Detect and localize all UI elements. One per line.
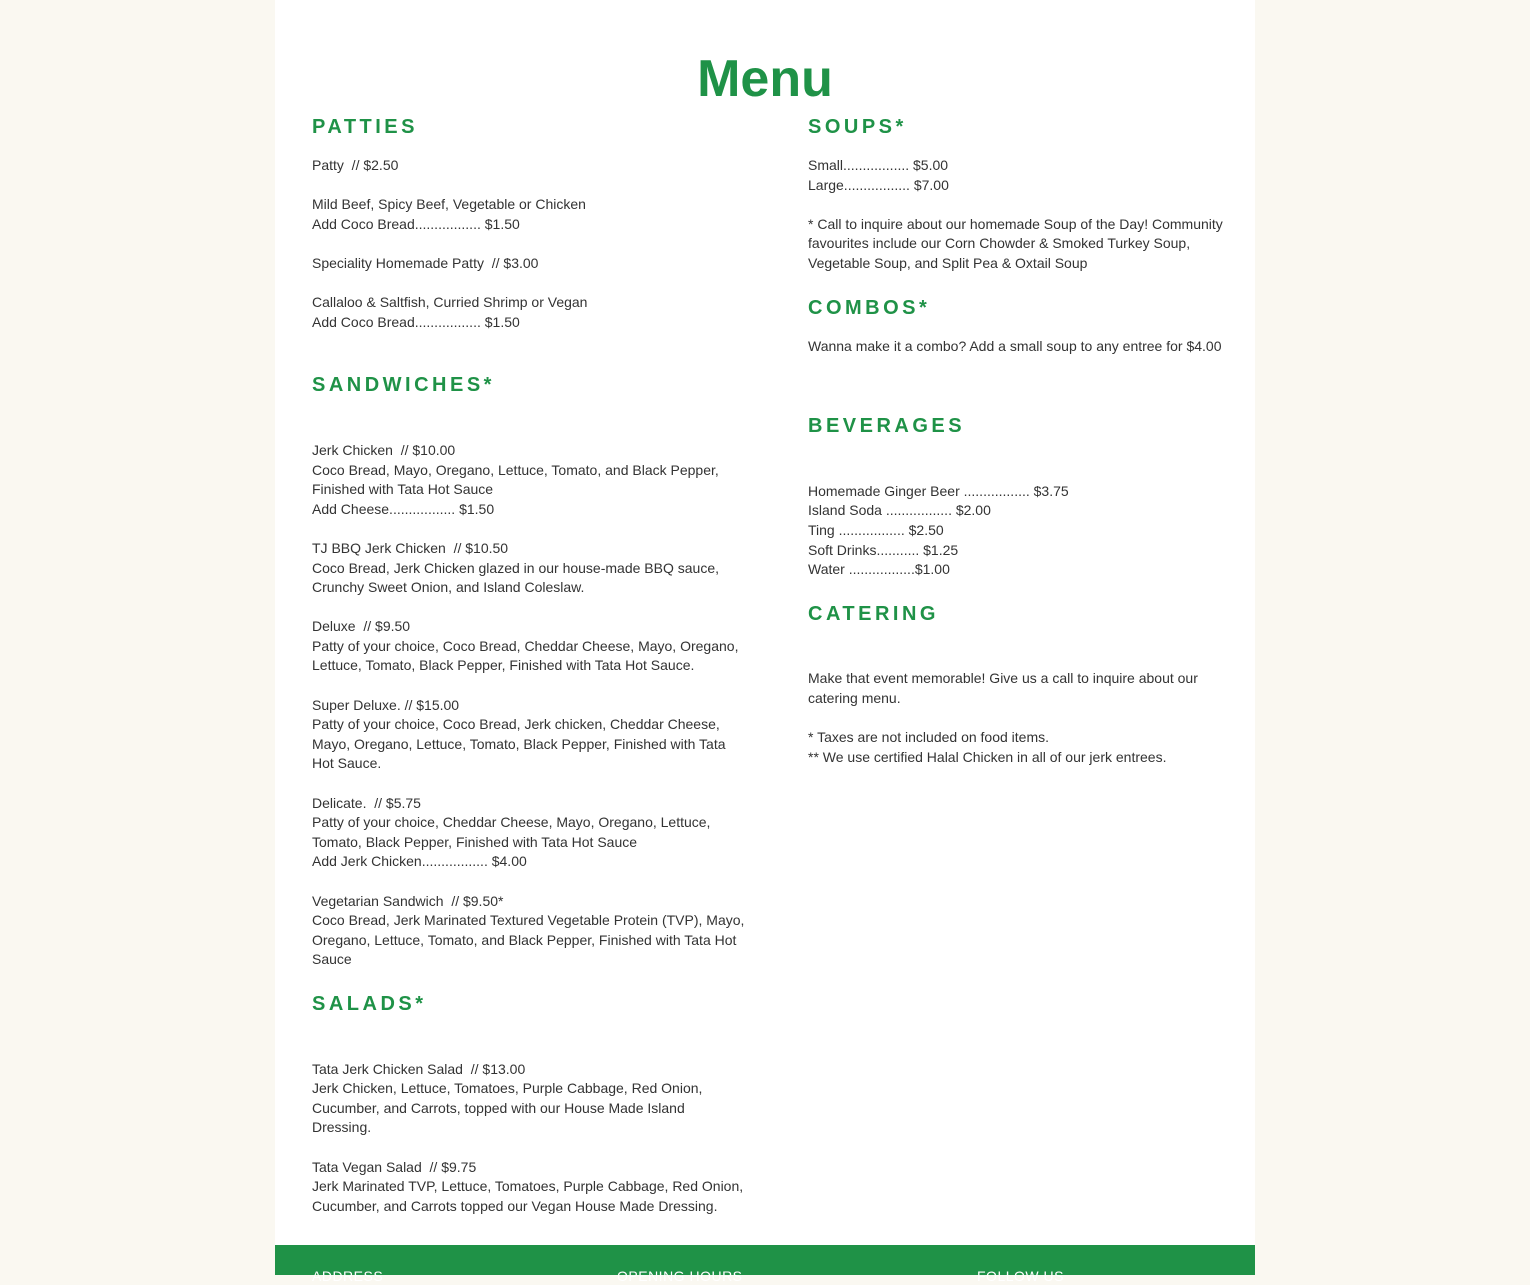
menu-line: favourites include our Corn Chowder & Smoked Turkey Soup, [808, 235, 1191, 252]
soups-items [808, 156, 1238, 274]
footer-address-label: ADDRESS [312, 1268, 384, 1284]
menu-line: Cucumber, and Carrots, topped with our House Made Island [312, 1099, 685, 1116]
footer-hours-label: OPENING HOURS [617, 1268, 743, 1284]
combos-section [808, 294, 1238, 357]
menu-line [312, 1040, 752, 1060]
menu-page [275, 0, 1255, 1245]
menu-line: Island Soda ................. $2.00 [808, 502, 991, 519]
menu-line: Add Coco Bread................. $1.50 [312, 313, 520, 330]
soups-heading: SOUPS* [808, 116, 907, 138]
sandwiches-items [312, 421, 752, 970]
menu-line: Coco Bread, Jerk Chicken glazed in our house-made BBQ sauce, [312, 559, 719, 576]
menu-line: Vegetable Soup, and Split Pea & Oxtail Soup [808, 254, 1088, 271]
menu-line [808, 650, 1238, 670]
menu-line [808, 195, 1238, 215]
salads-section [312, 990, 752, 1216]
salads-heading: SALADS* [312, 992, 427, 1015]
menu-line: Homemade Ginger Beer ................. $3.75 [808, 482, 1069, 499]
menu-line: Speciality Homemade Patty // $3.00 [312, 254, 539, 271]
menu-line: Add Coco Bread................. $1.50 [312, 215, 520, 232]
menu-line: ** We use certified Halal Chicken in all of our jerk entrees. [808, 748, 1167, 765]
page-title: Menu [697, 49, 833, 108]
sandwiches-section [312, 371, 752, 970]
site-footer [275, 1245, 1255, 1284]
menu-line: Crunchy Sweet Onion, and Island Coleslaw. [312, 579, 585, 596]
menu-line: Mayo, Oregano, Lettuce, Tomato, Black Pepper, Finished with Tata [312, 735, 726, 752]
menu-line: Finished with Tata Hot Sauce [312, 481, 494, 498]
menu-line: Patty of your choice, Cheddar Cheese, Mayo, Oregano, Lettuce, [312, 814, 711, 831]
menu-left-column [312, 113, 752, 1216]
menu-line: Add Cheese................. $1.50 [312, 500, 495, 517]
patties-items [312, 156, 752, 332]
menu-line: Jerk Chicken, Lettuce, Tomatoes, Purple Cabbage, Red Onion, [312, 1080, 703, 1097]
menu-line [312, 598, 752, 618]
menu-line: Make that event memorable! Give us a call to inquire about our [808, 670, 1198, 687]
menu-line: Soft Drinks........... $1.25 [808, 541, 959, 558]
menu-line: Cucumber, and Carrots topped our Vegan House Made Dressing. [312, 1197, 718, 1214]
menu-line: Add Jerk Chicken................. $4.00 [312, 853, 527, 870]
footer-follow-label: FOLLOW US [977, 1268, 1064, 1284]
menu-line: Hot Sauce. [312, 755, 382, 772]
catering-section [808, 600, 1238, 768]
menu-line: Wanna make it a combo? Add a small soup to any entree for $4.00 [808, 337, 1222, 354]
menu-line: Patty // $2.50 [312, 157, 399, 173]
menu-line: Super Deluxe. // $15.00 [312, 696, 460, 713]
menu-line: Tata Jerk Chicken Salad // $13.00 [312, 1060, 526, 1077]
menu-line: Tomato, Black Pepper, Finished with Tata Hot Sauce [312, 833, 638, 850]
menu-line: Large................. $7.00 [808, 176, 949, 193]
menu-line: Coco Bread, Jerk Marinated Textured Vegetable Protein (TVP), Mayo, [312, 912, 745, 929]
menu-line: Water .................$1.00 [808, 561, 950, 578]
menu-line: Callaloo & Saltfish, Curried Shrimp or Vegan [312, 294, 588, 311]
menu-line: Ting ................. $2.50 [808, 521, 944, 538]
menu-line: Coco Bread, Mayo, Oregano, Lettuce, Tomato, and Black Pepper, [312, 461, 719, 478]
menu-line: Mild Beef, Spicy Beef, Vegetable or Chicken [312, 196, 586, 213]
combos-items [808, 337, 1238, 357]
menu-line [808, 709, 1238, 729]
menu-line [808, 462, 1238, 482]
menu-line [312, 676, 752, 696]
menu-line: * Taxes are not included on food items. [808, 729, 1050, 746]
menu-line: Patty of your choice, Coco Bread, Cheddar Cheese, Mayo, Oregano, [312, 637, 739, 654]
menu-line: Jerk Marinated TVP, Lettuce, Tomatoes, Purple Cabbage, Red Onion, [312, 1178, 744, 1195]
salads-items [312, 1040, 752, 1216]
menu-line: Small................. $5.00 [808, 157, 949, 173]
menu-line: Deluxe // $9.50 [312, 618, 411, 635]
menu-line [312, 234, 752, 254]
menu-line: Lettuce, Tomato, Black Pepper, Finished with Tata Hot Sauce. [312, 657, 695, 674]
catering-items [808, 650, 1238, 768]
beverages-items [808, 462, 1238, 580]
menu-line [312, 1138, 752, 1158]
menu-line: Sauce [312, 951, 352, 968]
menu-right-column [808, 113, 1238, 767]
beverages-heading: BEVERAGES [808, 415, 966, 438]
sandwiches-heading: SANDWICHES* [312, 374, 495, 397]
menu-line [312, 519, 752, 539]
menu-line: Patty of your choice, Coco Bread, Jerk chicken, Cheddar Cheese, [312, 716, 720, 733]
menu-line: Jerk Chicken // $10.00 [312, 441, 456, 458]
patties-section [312, 113, 752, 332]
menu-line [312, 421, 752, 441]
menu-line: catering menu. [808, 689, 901, 706]
menu-line: Tata Vegan Salad // $9.75 [312, 1158, 477, 1175]
patties-heading: PATTIES [312, 116, 418, 138]
menu-line: * Call to inquire about our homemade Soup of the Day! Community [808, 215, 1223, 232]
combos-heading: COMBOS* [808, 296, 931, 319]
menu-line [312, 872, 752, 892]
soups-section [808, 113, 1238, 274]
menu-line [312, 176, 752, 196]
beverages-section [808, 412, 1238, 580]
menu-line: Vegetarian Sandwich // $9.50* [312, 892, 504, 909]
menu-line: Delicate. // $5.75 [312, 794, 421, 811]
menu-line [312, 774, 752, 794]
menu-line [312, 274, 752, 294]
catering-heading: CATERING [808, 602, 939, 625]
menu-line: Oregano, Lettuce, Tomato, and Black Pepper, Finished with Tata Hot [312, 931, 737, 948]
menu-line: Dressing. [312, 1119, 372, 1136]
menu-line: TJ BBQ Jerk Chicken // $10.50 [312, 539, 509, 556]
